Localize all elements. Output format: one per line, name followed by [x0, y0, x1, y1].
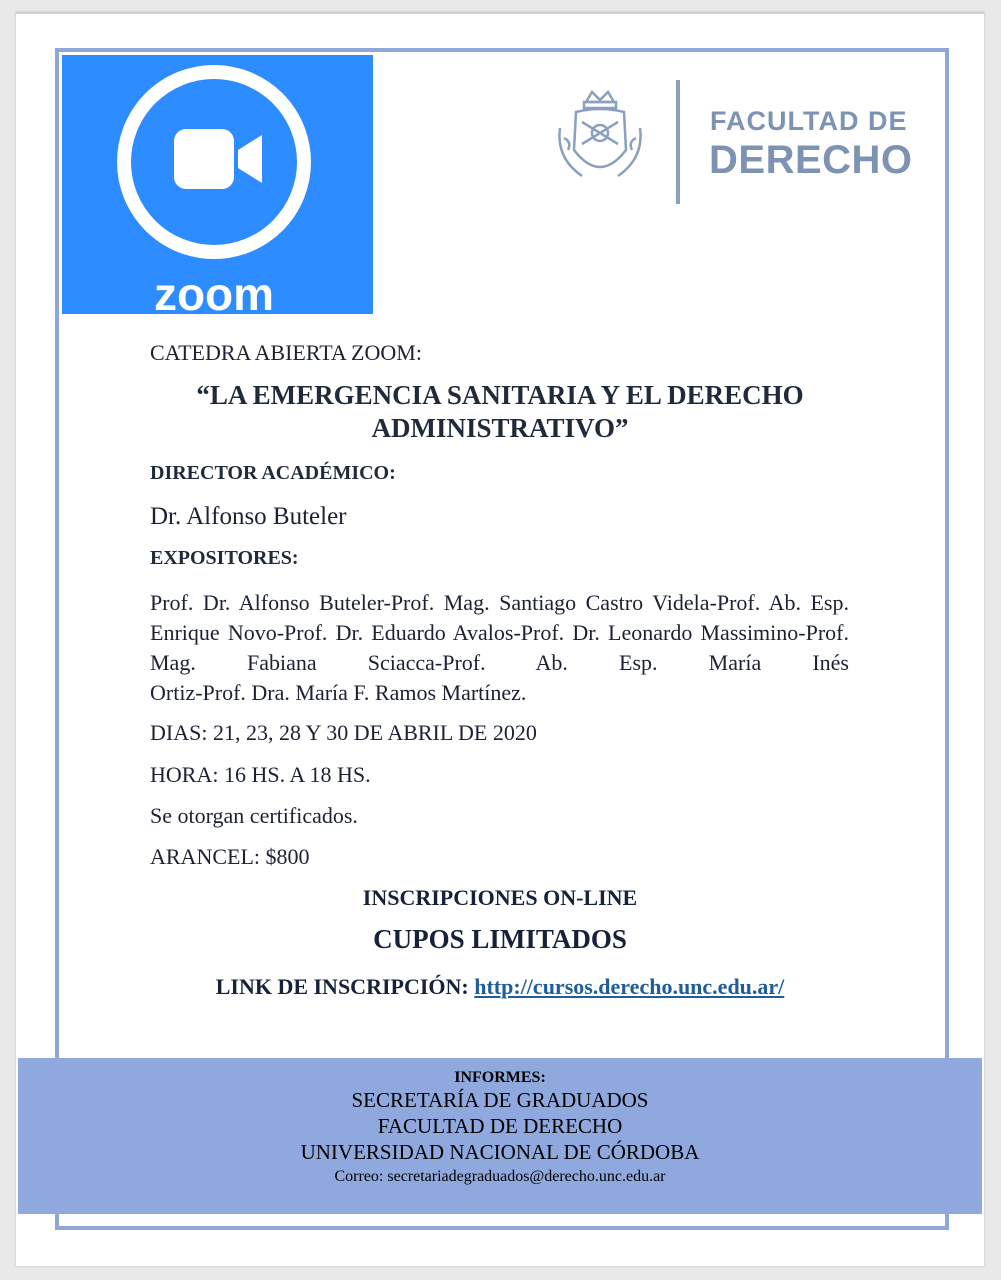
- cupos-heading: CUPOS LIMITADOS: [373, 924, 627, 954]
- footer-line2: FACULTAD DE DERECHO: [377, 1114, 623, 1138]
- zoom-wordmark: zoom: [153, 268, 275, 314]
- registration-link[interactable]: http://cursos.derecho.unc.edu.ar/: [474, 974, 785, 999]
- dias-text: DIAS: 21, 23, 28 Y 30 DE ABRIL DE 2020: [150, 720, 537, 745]
- video-camera-icon: [62, 55, 373, 314]
- logo-divider: [676, 80, 680, 204]
- footer-band: [18, 1058, 982, 1214]
- faculty-logo-line2: DERECHO: [709, 138, 913, 182]
- zoom-logo: [62, 55, 373, 314]
- expositores-text: [150, 588, 849, 708]
- director-name: Dr. Alfonso Buteler: [150, 503, 347, 530]
- footer-email: Correo: secretariadegraduados@derecho.unc.edu.ar: [334, 1168, 666, 1185]
- arancel-text: ARANCEL: $800: [150, 844, 310, 869]
- expositores-text-main: Prof. Dr. Alfonso Buteler-Prof. Mag. Santiago Castro Videla-Prof. Ab. Esp. Enrique Novo-Prof. Dr. Eduardo Avalos-Prof. Dr. Leonardo Massimino-Prof. Mag. Fabiana Sciacca-Prof. Ab. Esp. María Inés: [150, 590, 849, 675]
- catedra-heading: CATEDRA ABIERTA ZOOM:: [150, 340, 422, 365]
- link-label: LINK DE INSCRIPCIÓN:: [215, 974, 469, 999]
- event-title: “LA EMERGENCIA SANITARIA Y EL DERECHO ADMINISTRATIVO”: [196, 380, 804, 443]
- link-row: [100, 974, 900, 1000]
- expositores-label: EXPOSITORES:: [150, 547, 299, 569]
- certificados-text: Se otorgan certificados.: [150, 803, 358, 828]
- faculty-logo-line1: FACULTAD DE: [710, 106, 908, 136]
- inscripciones-heading: INSCRIPCIONES ON-LINE: [362, 885, 638, 910]
- faculty-logo: [552, 76, 932, 206]
- university-crest-icon: [552, 88, 648, 188]
- director-label: DIRECTOR ACADÉMICO:: [150, 462, 396, 484]
- expositores-text-last: Ortiz-Prof. Dra. María F. Ramos Martínez.: [150, 680, 527, 705]
- footer-line3: UNIVERSIDAD NACIONAL DE CÓRDOBA: [300, 1140, 700, 1164]
- footer-informes: INFORMES:: [454, 1069, 546, 1086]
- hora-text: HORA: 16 HS. A 18 HS.: [150, 762, 371, 787]
- footer-line1: SECRETARÍA DE GRADUADOS: [351, 1088, 649, 1112]
